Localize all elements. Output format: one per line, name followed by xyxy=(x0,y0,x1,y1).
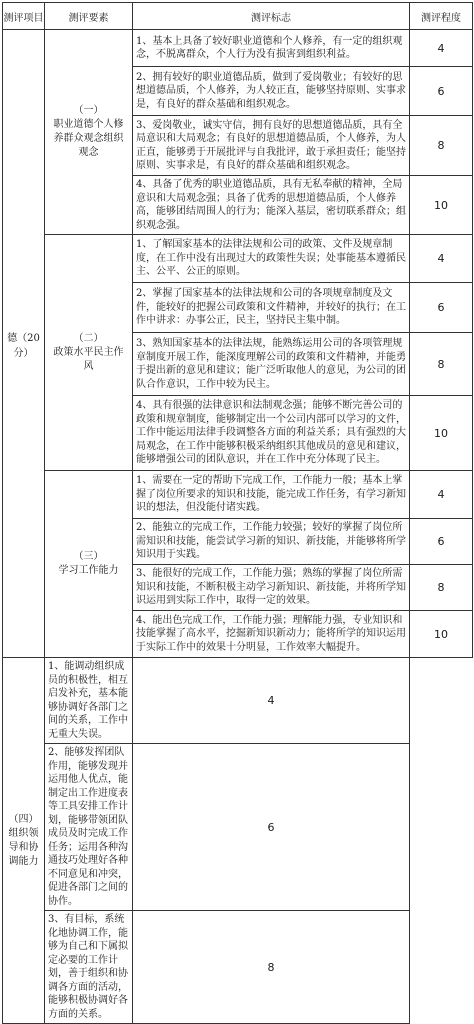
score-cell: 4 xyxy=(410,471,473,519)
element-title: 学习工作能力 xyxy=(58,565,119,576)
indicator-cell: 3、爱岗敬业，诚实守信，拥有良好的思想道德品质，具有全局意识和大局观念；有良好的思想道德品质，个人修养，为人正直，能够勇于开展批评与自我批评，敢于承担责任；能坚持原则、实事求是，有良好的群众基础和组织观念。 xyxy=(133,116,410,176)
element-number: （一） xyxy=(73,105,104,116)
indicator-cell: 2、能独立的完成工作，工作能力较强；较好的掌握了岗位所需知识和技能，能尝试学习新的知识、新技能，并能够将所学知识用于实践。 xyxy=(133,519,410,565)
score-cell: 6 xyxy=(410,283,473,333)
indicator-cell: 1、需要在一定的帮助下完成工作，工作能力一般；基本上掌握了岗位所要求的知识和技能，能完成工作任务，有学习新知识的想法，但没能付诸实践。 xyxy=(133,471,410,519)
element-cell-2 xyxy=(45,235,133,471)
table-row xyxy=(3,235,473,283)
score-cell: 4 xyxy=(133,658,410,744)
indicator-cell: 2、能够发挥团队作用，能够发现并运用他人优点，能制定出工作进度表等工具安排工作计划，能够带领团队成员及时完成工作任务；运用各种沟通技巧处理好各种不同意见和冲突，促进各部门之间的协作。 xyxy=(45,744,133,911)
element-title: 职业道德个人修养群众观念组织观念 xyxy=(53,119,124,158)
score-cell: 10 xyxy=(410,611,473,658)
indicator-cell: 2、掌握了国家基本的法律法规和公司的各项规章制度及文件，能较好的把握公司政策和文件精神，并较好的执行；在工作中讲求：办事公正，民主，坚持民主集中制。 xyxy=(133,283,410,333)
table-row xyxy=(3,30,473,67)
indicator-cell: 1、基本上具备了较好职业道德和个人修养，有一定的组织观念，不脱离群众，个人行为没有损害到组织利益。 xyxy=(133,30,410,67)
score-cell: 4 xyxy=(410,30,473,67)
indicator-cell: 4、具有很强的法律意识和法制观念强；能够不断完善公司的政策和规章制度，能够制定出一个公司内部可以学习的文件，工作中能运用法律手段调整各方面的利益关系；具有强烈的大局观念，在工作中能够积极采纳组织其他成员的意见和建议，能够增强公司的团队意识，并在工作中充分体现了民主。 xyxy=(133,396,410,471)
indicator-cell: 1、能调动组织成员的积极性，相互启发补充，基本能够协调好各部门之间的关系，工作中无重大失误。 xyxy=(45,658,133,744)
element-number: （三） xyxy=(73,551,104,562)
table-row xyxy=(3,471,473,519)
table-row xyxy=(3,911,473,1024)
element-number: （四） xyxy=(8,813,39,825)
indicator-cell: 4、具备了优秀的职业道德品质，具有无私奉献的精神，全局意识和大局观念强；具备了优秀的思想道德品质，个人修养高，能够团结周围人的行为；能深入基层，密切联系群众；组织观念强。 xyxy=(133,176,410,235)
table-row xyxy=(3,744,473,911)
score-cell: 10 xyxy=(410,176,473,235)
score-cell: 6 xyxy=(133,744,410,911)
score-cell: 8 xyxy=(410,333,473,396)
score-cell: 6 xyxy=(410,67,473,116)
indicator-cell: 2、拥有较好的职业道德品质，做到了爱岗敬业；有较好的思想道德品质，个人修养，为人较正直，能够坚持原则、实事求是，有良好的群众基础和组织观念。 xyxy=(133,67,410,116)
indicator-cell: 4、能出色完成工作，工作能力强；理解能力强，专业知识和技能掌握了高水平，挖掘新知识新动力；能将所学的知识运用于实际工作中的效果十分明显，工作效率大幅提升。 xyxy=(133,611,410,658)
indicator-cell: 3、熟知国家基本的法律法规，能熟练运用公司的各项管理规章制度开展工作，能深度理解公司的政策和文件精神，并能勇于提出新的意见和建议；能广泛听取他人的意见，为公司的团队合作意识，工作中较为民主。 xyxy=(133,333,410,396)
element-cell-4 xyxy=(3,658,45,1024)
score-cell: 8 xyxy=(410,565,473,611)
table-row xyxy=(3,658,473,744)
indicator-cell: 3、能很好的完成工作，工作能力强；熟练的掌握了岗位所需知识和技能，不断积极主动学习新知识、新技能，并将所学知识运用到实际工作中，取得一定的效果。 xyxy=(133,565,410,611)
element-cell-3 xyxy=(45,471,133,658)
score-cell: 8 xyxy=(410,116,473,176)
header-project: 测评项目 xyxy=(3,3,45,30)
score-cell: 4 xyxy=(410,235,473,283)
header-row xyxy=(3,3,473,30)
element-title: 政策水平民主作风 xyxy=(53,346,124,372)
score-cell: 6 xyxy=(410,519,473,565)
header-element: 测评要素 xyxy=(45,3,133,30)
element-number: （二） xyxy=(73,332,104,344)
evaluation-table xyxy=(2,2,473,1024)
project-cell: 德（20分） xyxy=(3,30,45,658)
indicator-cell: 3、有目标，系统化地协调工作，能够为自己和下属拟定必要的工作计划，善于组织和协调各方面的活动，能够积极协调好各方面的关系。 xyxy=(45,911,133,1024)
indicator-cell: 1、了解国家基本的法律法规和公司的政策、文件及规章制度，在工作中没有出现过大的政策性失误；处事能基本遵循民主、公平、公正的原则。 xyxy=(133,235,410,283)
header-score: 测评程度 xyxy=(410,3,473,30)
score-cell: 10 xyxy=(410,396,473,471)
element-title: 组织领导和协调能力 xyxy=(8,827,39,867)
score-cell: 8 xyxy=(133,911,410,1024)
element-cell-1 xyxy=(45,30,133,235)
header-indicator: 测评标志 xyxy=(133,3,410,30)
